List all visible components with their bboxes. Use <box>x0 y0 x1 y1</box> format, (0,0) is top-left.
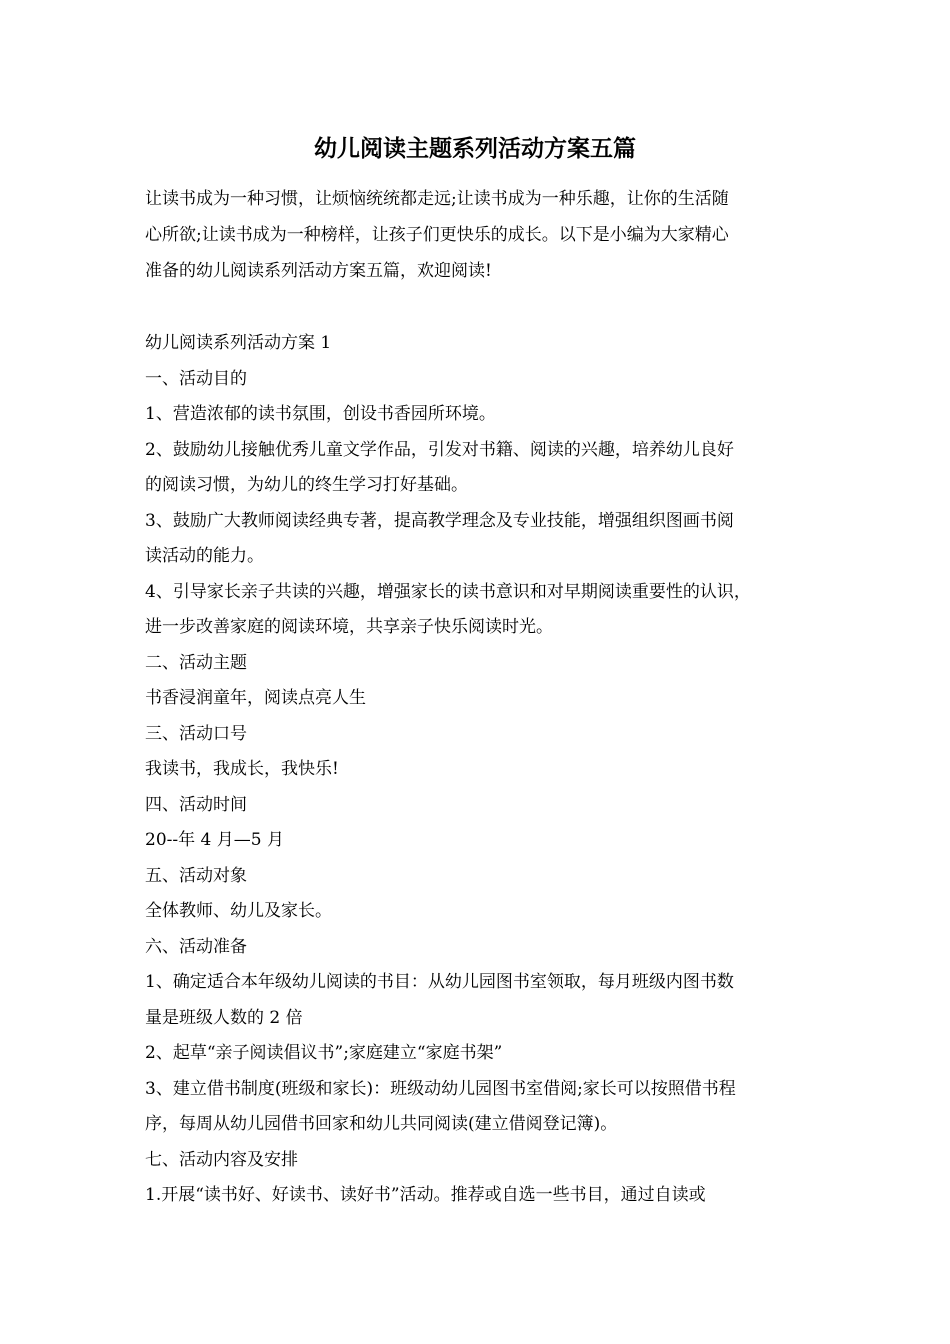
body-line: 进一步改善家庭的阅读环境，共享亲子快乐阅读时光。 <box>145 617 553 637</box>
document-title: 幼儿阅读主题系列活动方案五篇 <box>314 135 636 162</box>
section-heading: 一、活动目的 <box>145 368 247 389</box>
body-line: 4、引导家长亲子共读的兴趣，增强家长的读书意识和对早期阅读重要性的认识， <box>145 581 751 602</box>
intro-paragraph <box>145 181 825 289</box>
body-line: 2、鼓励幼儿接触优秀儿童文学作品，引发对书籍、阅读的兴趣，培养幼儿良好 <box>145 439 734 460</box>
body-line: 3、建立借书制度(班级和家长)：班级动幼儿园图书室借阅;家长可以按照借书程 <box>145 1078 736 1099</box>
body-line: 序，每周从幼儿园借书回家和幼儿共同阅读(建立借阅登记簿)。 <box>145 1114 618 1134</box>
intro-line: 心所欲;让读书成为一种榜样，让孩子们更快乐的成长。以下是小编为大家精心 <box>145 225 729 245</box>
section-heading: 六、活动准备 <box>145 936 247 957</box>
body-line: 20--年 4 月—5 月 <box>145 830 284 850</box>
body-line: 1、营造浓郁的读书氛围，创设书香园所环境。 <box>145 404 496 424</box>
intro-line: 准备的幼儿阅读系列活动方案五篇，欢迎阅读! <box>145 261 492 281</box>
section-heading: 五、活动对象 <box>145 865 247 886</box>
section-heading: 三、活动口号 <box>145 723 247 744</box>
section-heading: 四、活动时间 <box>145 794 247 815</box>
section-heading: 七、活动内容及安排 <box>145 1149 298 1170</box>
body-line: 2、起草“亲子阅读倡议书”;家庭建立“家庭书架” <box>145 1043 503 1063</box>
document-body <box>145 326 825 1214</box>
body-line: 1、确定适合本年级幼儿阅读的书目：从幼儿园图书室领取，每月班级内图书数 <box>145 972 734 992</box>
body-line: 1.开展“读书好、好读书、读好书”活动。推荐或自选一些书目，通过自读或 <box>145 1185 706 1205</box>
body-line: 书香浸润童年，阅读点亮人生 <box>145 688 366 708</box>
body-line: 3、鼓励广大教师阅读经典专著，提高教学理念及专业技能，增强组织图画书阅 <box>145 510 734 531</box>
body-line: 的阅读习惯，为幼儿的终生学习打好基础。 <box>145 475 468 495</box>
body-line: 我读书，我成长，我快乐! <box>145 759 339 779</box>
body-line: 量是班级人数的 2 倍 <box>145 1007 303 1028</box>
section-heading: 二、活动主题 <box>145 652 247 673</box>
body-line: 全体教师、幼儿及家长。 <box>145 901 332 921</box>
intro-line: 让读书成为一种习惯，让烦恼统统都走远;让读书成为一种乐趣，让你的生活随 <box>145 189 729 209</box>
section-heading: 幼儿阅读系列活动方案 1 <box>145 333 332 353</box>
body-line: 读活动的能力。 <box>145 546 264 566</box>
